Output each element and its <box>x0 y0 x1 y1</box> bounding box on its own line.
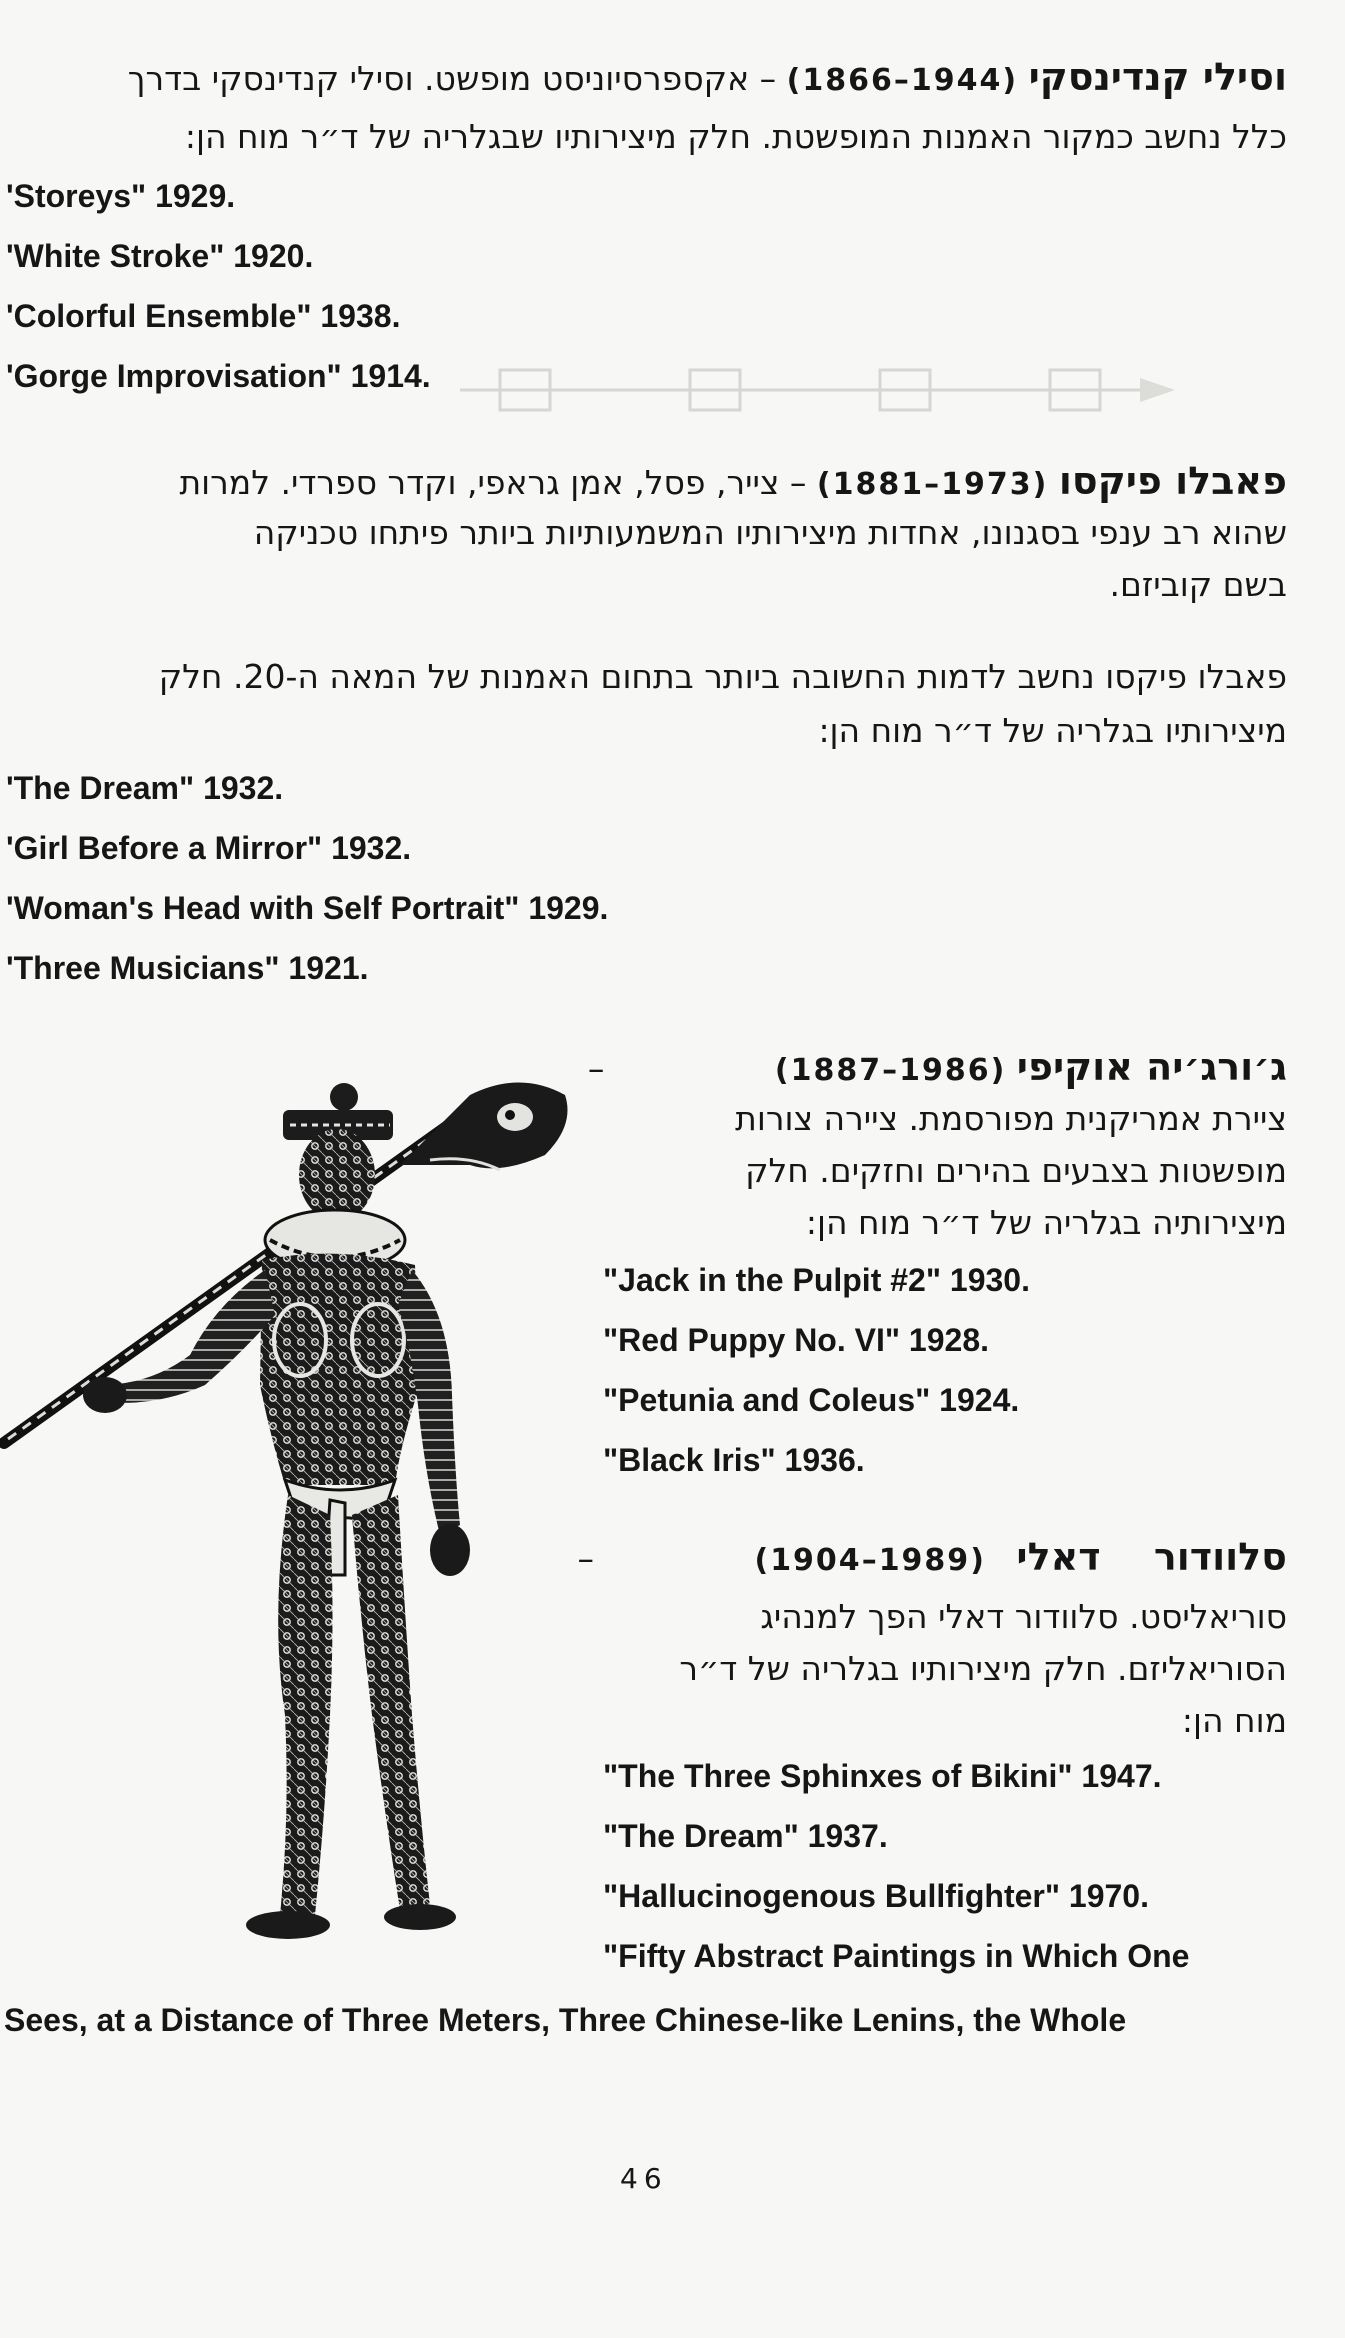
tattooed-warrior-illustration <box>0 1055 585 1970</box>
dali-work-4: "Fifty Abstract Paintings in Which One <box>603 1938 1190 1974</box>
okeeffe-line-2: מופשטות בצבעים בהירים וחזקים. חלק <box>745 1151 1287 1190</box>
picasso-work-3: 'Woman's Head with Self Portrait" 1929. <box>6 890 609 926</box>
dali-work-3: "Hallucinogenous Bullfighter" 1970. <box>603 1878 1149 1914</box>
okeeffe-work-2: "Red Puppy No. VI" 1928. <box>603 1322 989 1358</box>
kandinsky-work-3: 'Colorful Ensemble" 1938. <box>6 298 401 334</box>
picasso-work-2: 'Girl Before a Mirror" 1932. <box>6 830 412 866</box>
picasso-work-4: 'Three Musicians" 1921. <box>6 950 369 986</box>
dali-work-2: "The Dream" 1937. <box>603 1818 888 1854</box>
picasso-line-2: שהוא רב ענפי בסגנונו, אחדות מיצירותיו המשמעותיות ביותר פיתחו טכניקה <box>253 513 1287 552</box>
dali-work-4-continued: Sees, at a Distance of Three Meters, Three Chinese-like Lenins, the Whole <box>4 2002 1127 2038</box>
show-through-diagram <box>440 320 1200 440</box>
picasso-line-1-text: – צייר, פסל, אמן גראפי, וקדר ספרדי. למרות <box>179 463 807 502</box>
okeeffe-work-1: "Jack in the Pulpit #2" 1930. <box>603 1262 1030 1298</box>
kandinsky-work-2: 'White Stroke" 1920. <box>6 238 314 274</box>
picasso-para2-line-2: מיצירותיו בגלריה של ד״ר מוח הן: <box>818 711 1287 750</box>
dali-line-2: הסוריאליזם. חלק מיצירותיו בגלריה של ד״ר <box>679 1649 1287 1688</box>
dali-work-1: "The Three Sphinxes of Bikini" 1947. <box>603 1758 1162 1794</box>
okeeffe-name: ג׳ורג׳יה אוקיפי <box>1016 1045 1287 1089</box>
picasso-name: פאבלו פיקסו <box>1058 459 1287 503</box>
picasso-line-1 <box>179 456 1287 510</box>
okeeffe-dates: (1986–1887) <box>774 1053 1007 1088</box>
dali-dates: (1989–1904) <box>754 1543 986 1578</box>
picasso-work-1: 'The Dream" 1932. <box>6 770 284 806</box>
dali-line-1: סוריאליסט. סלוודור דאלי הפך למנהיג <box>760 1597 1287 1636</box>
okeeffe-line-heading <box>588 1042 1287 1096</box>
okeeffe-work-3: "Petunia and Coleus" 1924. <box>603 1382 1020 1418</box>
kandinsky-name: וסילי קנדינסקי <box>1028 55 1287 99</box>
okeeffe-work-4: "Black Iris" 1936. <box>603 1442 865 1478</box>
okeeffe-line-1: ציירת אמריקנית מפורסמת. ציירה צורות <box>735 1099 1287 1138</box>
kandinsky-work-4: 'Gorge Improvisation" 1914. <box>6 358 431 394</box>
picasso-dates: (1973–1881) <box>816 467 1049 502</box>
kandinsky-line-1-text: – אקספרסיוניסט מופשט. וסילי קנדינסקי בדרך <box>127 59 777 98</box>
kandinsky-line-1 <box>128 52 1287 106</box>
kandinsky-dates: (1944–1866) <box>786 63 1019 98</box>
kandinsky-work-1: 'Storeys" 1929. <box>6 178 236 214</box>
dali-dash: – <box>577 1539 594 1578</box>
okeeffe-line-3: מיצירותיה בגלריה של ד״ר מוח הן: <box>805 1203 1287 1242</box>
kandinsky-line-2: כלל נחשב כמקור האמנות המופשטת. חלק מיצירותיו שבגלריה של ד״ר מוח הן: <box>184 117 1287 156</box>
dali-name: סלוודור דאלי <box>1016 1535 1287 1579</box>
picasso-line-3: בשם קוביזם. <box>1109 565 1287 604</box>
dali-line-3: מוח הן: <box>1181 1701 1287 1740</box>
okeeffe-dash: – <box>587 1049 605 1088</box>
page-number: 46 <box>620 2162 668 2195</box>
dali-line-heading <box>577 1532 1287 1586</box>
picasso-para2-line-1: פאבלו פיקסו נחשב לדמות החשובה ביותר בתחום האמנות של המאה ה-20. חלק <box>158 657 1287 696</box>
